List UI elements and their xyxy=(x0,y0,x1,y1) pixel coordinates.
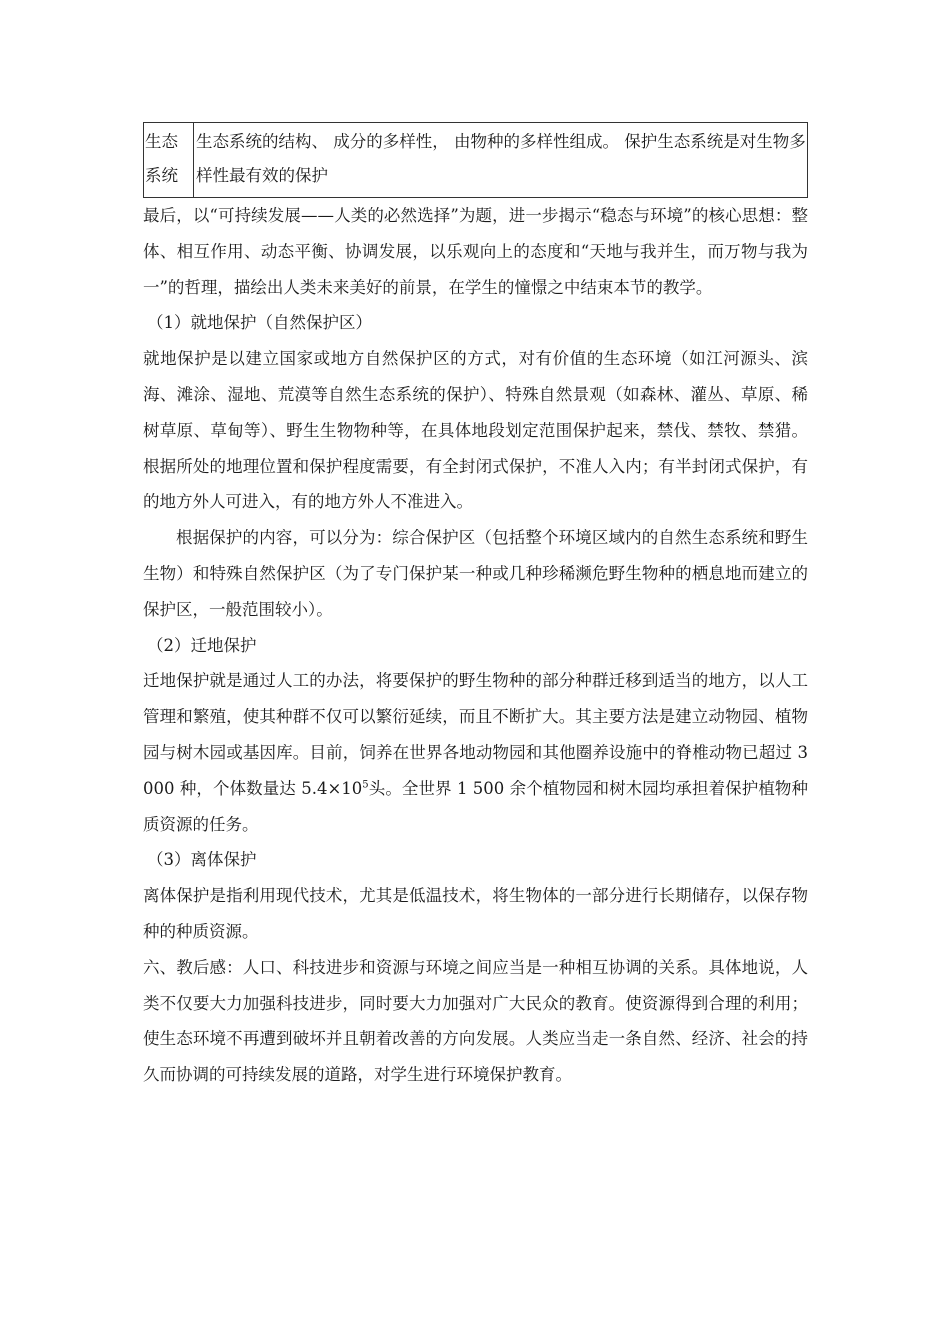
paragraph-in-vitro: 离体保护是指利用现代技术，尤其是低温技术，将生物体的一部分进行长期储存，以保存物种的种质资源。 xyxy=(143,886,808,941)
paragraph-ex-situ xyxy=(143,663,808,842)
paragraph-in-situ: 就地保护是以建立国家或地方自然保护区的方式，对有价值的生态环境（如江河源头、滨海、滩涂、湿地、荒漠等自然生态系统的保护）、特殊自然景观（如森林、灌丛、草原、稀树草原、草甸等）、野生生物物种等，在具体地段划定范围保护起来，禁伐、禁牧、禁猎。根据所处的地理位置和保护程度需要，有全封闭式保护，不准人入内；有半封闭式保护，有的地方外人可进入，有的地方外人不准进入。 xyxy=(143,349,808,512)
table-cell-head: 生态系统 xyxy=(144,123,194,198)
superscript-exponent: 5 xyxy=(362,779,369,791)
ecosystem-table xyxy=(143,122,808,198)
paragraph-ex-situ-part1: 迁地保护就是通过人工的办法，将要保护的野生物种的部分种群迁移到适当的地方，以人工管理和繁殖，使其种群不仅可以繁衍延续，而且不断扩大。其主要方法是建立动物园、植物园与树木园或基因库。目前，饲养在世界各地动物园和其他圈养设施中的脊椎动物已超过 3 000 种，个体数量达 5.4×10 xyxy=(143,671,808,798)
paragraph-ex-situ-part2: 头。全世界 1 500 余个植物园和树木园均承担着保护植物种质资源的任务。 xyxy=(143,778,808,834)
table-row xyxy=(144,123,808,198)
paragraph-reflection: 六、教后感：人口、科技进步和资源与环境之间应当是一种相互协调的关系。具体地说，人类不仅要大力加强科技进步，同时要大力加强对广大民众的教育。使资源得到合理的利用；使生态环境不再遭到破坏并且朝着改善的方向发展。人类应当走一条自然、经济、社会的持久而协调的可持续发展的道路，对学生进行环境保护教育。 xyxy=(143,957,808,1085)
paragraph-reserve-types: 根据保护的内容，可以分为：综合保护区（包括整个环境区域内的自然生态系统和野生生物）和特殊自然保护区（为了专门保护某一种或几种珍稀濒危野生物种的栖息地而建立的保护区，一般范围较小）。 xyxy=(143,528,808,619)
table-cell-body: 生态系统的结构、 成分的多样性， 由物种的多样性组成。 保护生态系统是对生物多样性最有效的保护 xyxy=(194,123,808,198)
document-page xyxy=(143,122,808,1093)
heading-ex-situ: （2）迁地保护 xyxy=(147,635,257,655)
heading-in-vitro: （3）离体保护 xyxy=(147,850,257,870)
heading-in-situ: （1）就地保护（自然保护区） xyxy=(147,313,372,333)
paragraph-conclusion: 最后，以“可持续发展——人类的必然选择”为题，进一步揭示“稳态与环境”的核心思想：整体、相互作用、动态平衡、协调发展，以乐观向上的态度和“天地与我并生，而万物与我为一”的哲理，描绘出人类未来美好的前景，在学生的憧憬之中结束本节的教学。 xyxy=(143,206,808,297)
